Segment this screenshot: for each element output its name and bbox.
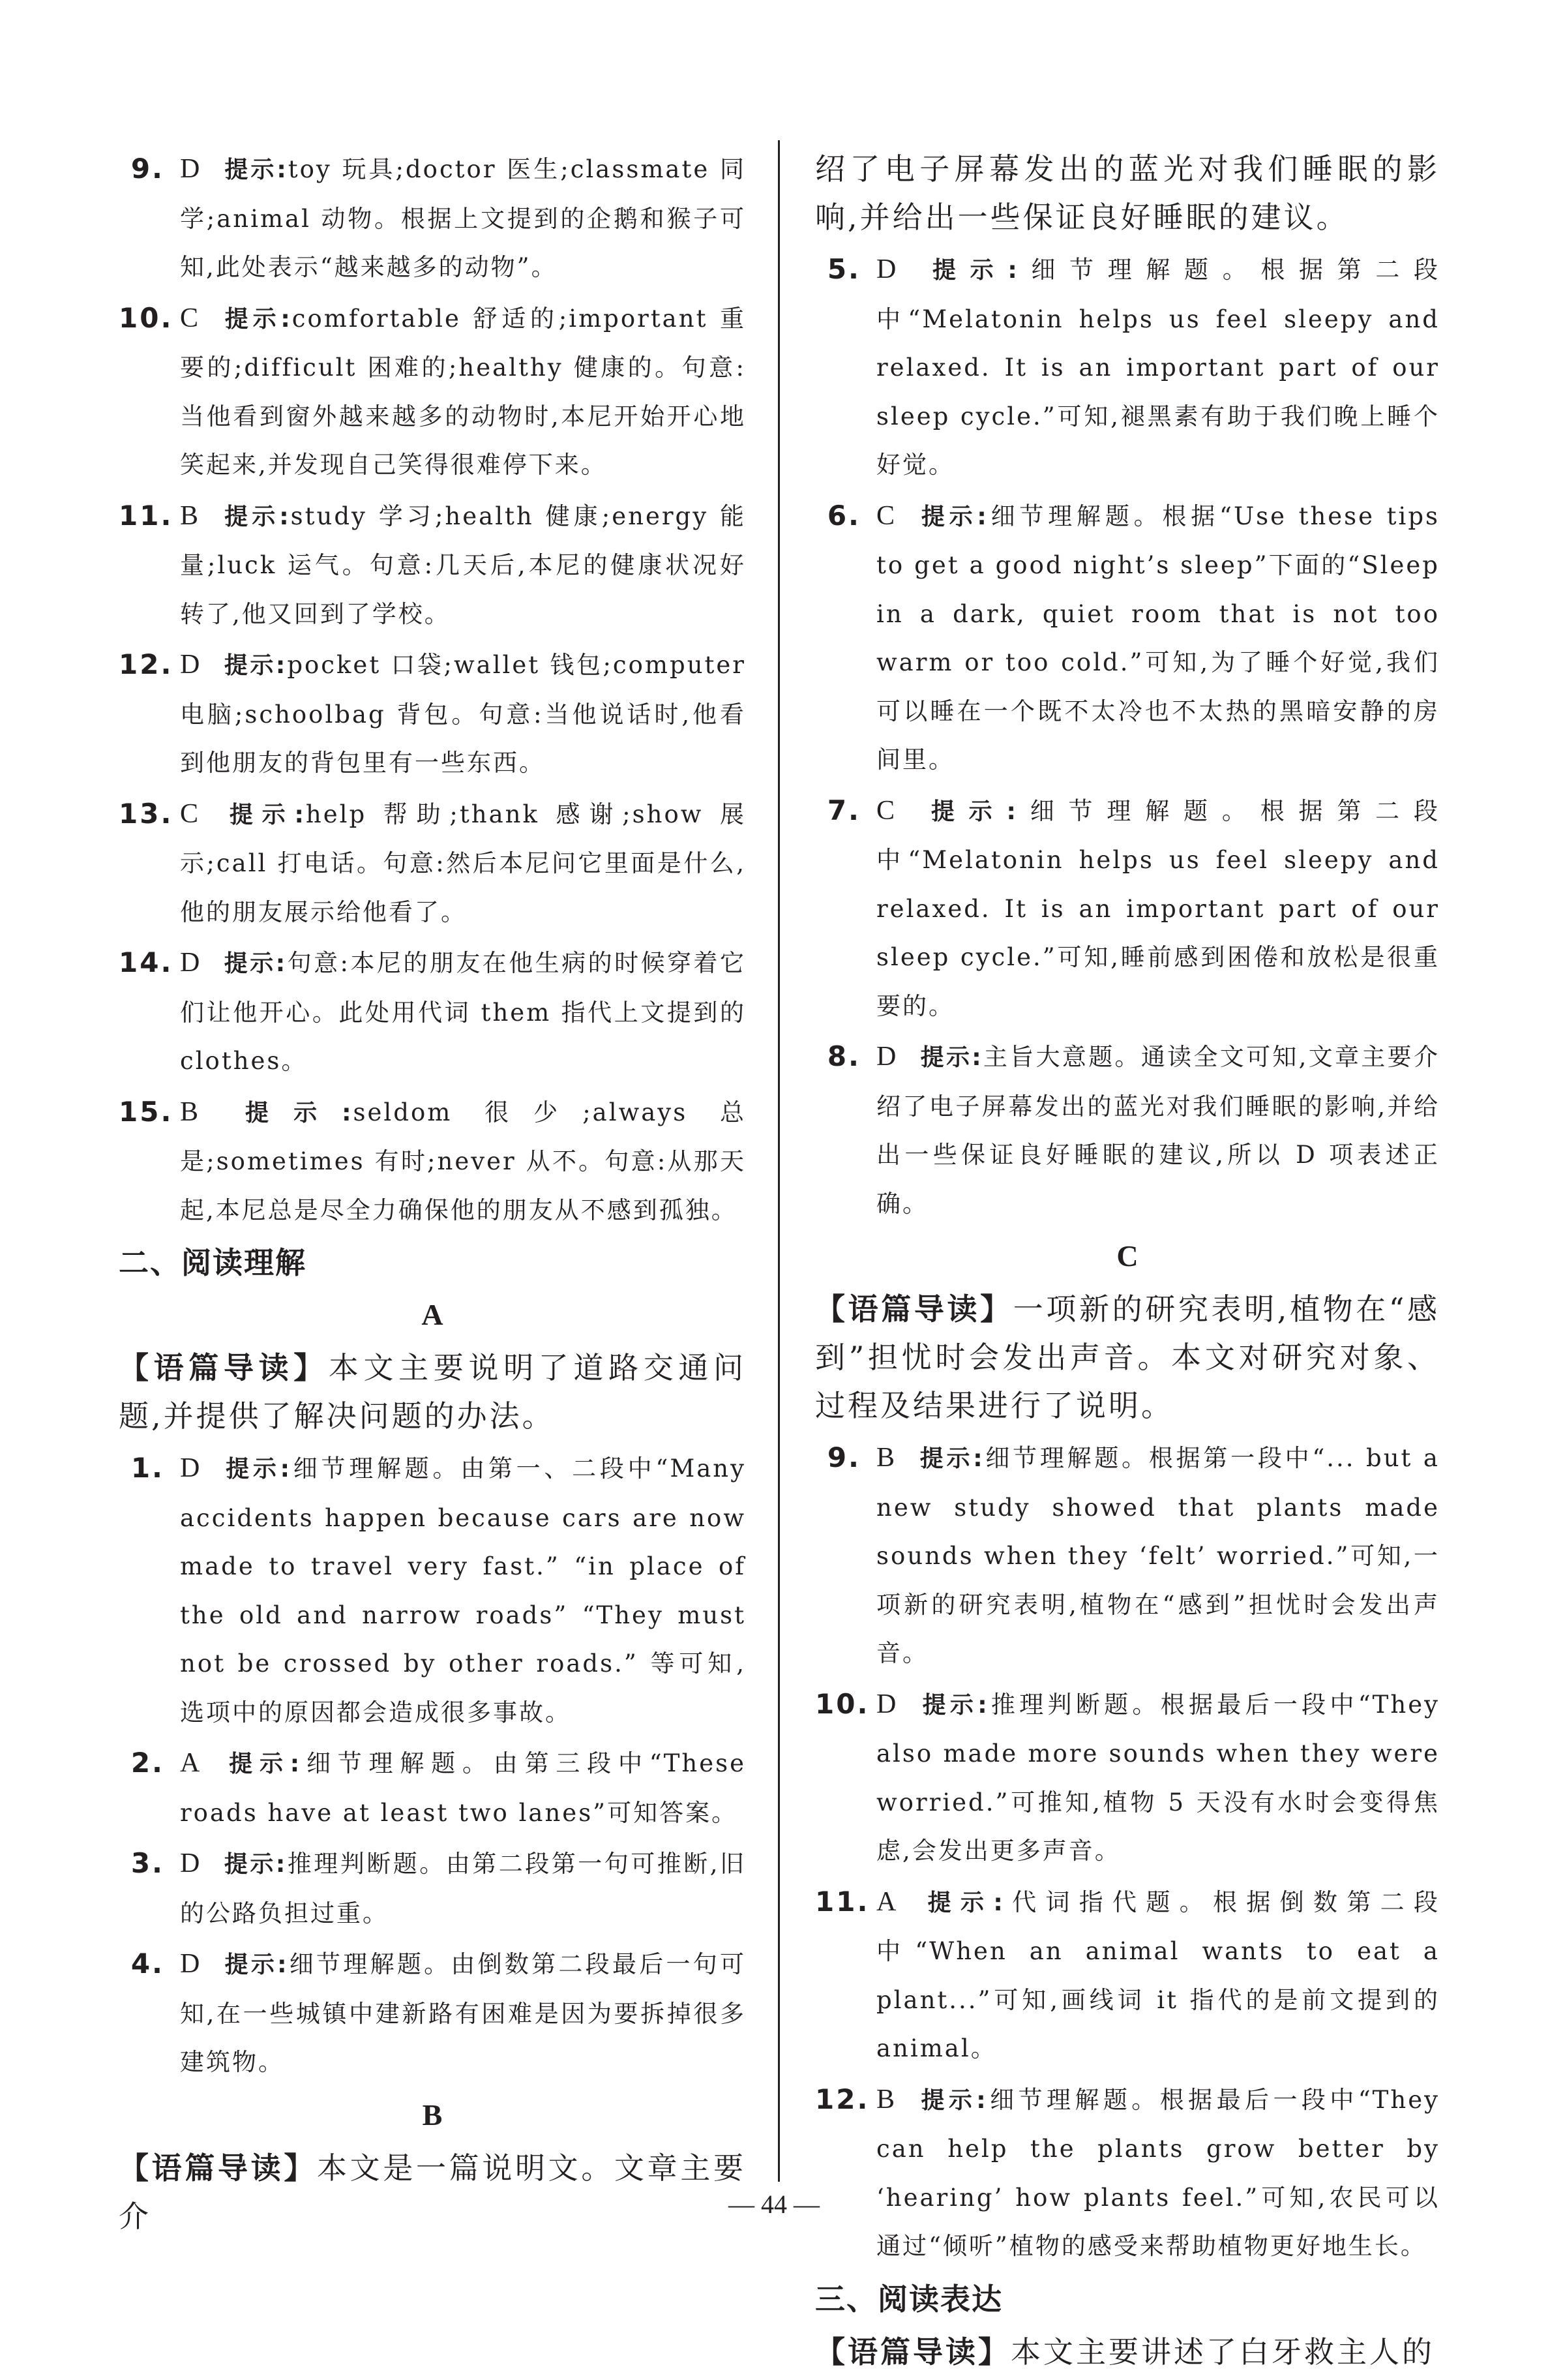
answer-item — [119, 1739, 746, 1837]
hint-label: 提示: — [224, 1951, 289, 1978]
answer-letter: D — [876, 254, 899, 284]
hint-label: 提示: — [222, 801, 306, 828]
right-column — [815, 145, 1440, 2380]
question-number: 11. — [815, 1885, 870, 1918]
answer-item — [119, 790, 746, 937]
question-number: 3. — [130, 1847, 164, 1879]
passage-label: A — [421, 1298, 443, 1331]
hint-label: 提示: — [919, 1445, 985, 1472]
answer-item — [119, 492, 746, 639]
hint-text: comfortable 舒适的;important 重要的;difficult 困难的;healthy 健康的。句意:当他看到窗外越来越多的动物时,本尼开始开心地笑起来,并发现自己笑得很难停下来。 — [180, 304, 746, 479]
reading-guide — [815, 1285, 1440, 1430]
hint-text: 细节理解题。根据“Use these tips to get a good night’s sleep”下面的“Sleep in a dark, quiet room that is not too warm or too cold.”可知,为了睡个好觉,我们可以睡在一个既不太冷也不太热的黑暗安静的房间里。 — [876, 502, 1440, 774]
answer-item — [815, 245, 1440, 490]
question-number: 10. — [815, 1687, 870, 1720]
guide-text: 一项新的研究表明,植物在“感到”担忧时会发出声音。本文对研究对象、过程及结果进行了说明。 — [815, 1291, 1440, 1423]
answer-item — [815, 787, 1440, 1031]
hint-text: 代词指代题。根据倒数第二段中“When an animal wants to eat a plant...”可知,画线词 it 指代的是前文提到的 animal。 — [876, 1888, 1440, 2062]
answer-letter: A — [180, 1748, 202, 1778]
hint-label: 提示: — [222, 503, 291, 530]
answer-letter: D — [180, 650, 202, 680]
hint-label: 提示: — [920, 1691, 989, 1719]
hint-text: seldom 很少;always 总是;sometimes 有时;never 从不。句意:从那天起,本尼总是尽全力确保他的朋友从不感到孤独。 — [180, 1098, 746, 1224]
answer-item — [119, 939, 746, 1086]
answer-letter: C — [180, 798, 201, 829]
answer-item — [815, 2075, 1440, 2271]
guide-text: 本文主要讲述了白牙救主人的 — [1011, 2334, 1435, 2370]
hint-label: 提示: — [919, 503, 989, 530]
question-number: 4. — [130, 1948, 164, 1980]
answer-item — [815, 1434, 1440, 1678]
answer-letter: C — [876, 795, 897, 826]
passage-label: B — [422, 2098, 443, 2131]
answer-letter: B — [180, 1096, 201, 1127]
question-number: 14. — [119, 946, 173, 978]
hint-text: 推理判断题。由第二段第一句可推断,旧的公路负担过重。 — [180, 1850, 746, 1927]
hint-text: study 学习;health 健康;energy 能量;luck 运气。句意:几天后,本尼的健康状况好转了,他又回到了学校。 — [180, 502, 746, 628]
hint-label: 提示: — [224, 652, 288, 679]
answer-letter: D — [180, 948, 202, 978]
answer-item — [815, 1878, 1440, 2073]
question-number: 12. — [119, 648, 173, 680]
answer-letter: D — [876, 1689, 899, 1719]
question-number: 2. — [130, 1747, 164, 1779]
answer-item — [119, 1444, 746, 1737]
question-number: 9. — [827, 1441, 861, 1473]
continued-text: 绍了电子屏幕发出的蓝光对我们睡眠的影响,并给出一些保证良好睡眠的建议。 — [815, 151, 1440, 235]
hint-text: pocket 口袋;wallet 钱包;computer 电脑;schoolbag 背包。句意:当他说话时,他看到他朋友的背包里有一些东西。 — [180, 651, 746, 777]
hint-text: 细节理解题。根据第二段中“Melatonin helps us feel sleepy and relaxed. It is an important part of our sleep cycle.”可知,褪黑素有助于我们晚上睡个好觉。 — [876, 256, 1440, 479]
hint-label: 提示: — [224, 950, 288, 977]
reading-guide — [119, 1344, 746, 1440]
hint-text: 细节理解题。根据第二段中“Melatonin helps us feel sleepy and relaxed. It is an important part of our sleep cycle.”可知,睡前感到困倦和放松是很重要的。 — [876, 796, 1440, 1020]
question-number: 13. — [119, 797, 173, 830]
hint-label: 提示: — [919, 2086, 988, 2114]
answer-letter: B — [876, 2084, 897, 2115]
question-number: 12. — [815, 2083, 870, 2115]
hint-text: 主旨大意题。通读全文可知,文章主要介绍了电子屏幕发出的蓝光对我们睡眠的影响,并给出一些保证良好睡眠的建议,所以 D 项表述正确。 — [876, 1043, 1440, 1218]
passage-label: C — [1116, 1239, 1139, 1273]
hint-label: 提示: — [222, 305, 292, 333]
hint-label: 提示: — [920, 257, 1019, 284]
question-number: 5. — [827, 253, 861, 285]
question-number: 8. — [827, 1040, 861, 1072]
question-number: 7. — [827, 794, 861, 826]
answer-letter: D — [876, 1042, 899, 1072]
hint-label: 提示: — [224, 1751, 302, 1777]
hint-text: 细节理解题。根据第一段中“... but a new study showed that plants made sounds when they ‘felt’ worried.”可知,一项新的研究表明,植物在“感到”担忧时会发出声音。 — [876, 1444, 1440, 1667]
answer-item — [119, 640, 746, 788]
answer-letter: B — [180, 500, 201, 531]
answer-item — [119, 145, 746, 292]
hint-label: 提示: — [224, 157, 288, 183]
answer-letter: C — [180, 303, 201, 333]
hint-label: 提示: — [920, 1889, 1005, 1916]
guide-tag: 【语篇导读】 — [815, 2334, 1011, 2370]
question-number: 10. — [119, 301, 173, 334]
question-number: 9. — [130, 153, 164, 185]
answer-item — [119, 1839, 746, 1938]
question-number: 15. — [119, 1095, 173, 1128]
answer-letter: A — [876, 1886, 899, 1917]
guide-tag: 【语篇导读】 — [815, 1291, 1013, 1327]
hint-label: 提示: — [222, 1099, 353, 1126]
hint-label: 提示: — [920, 1044, 983, 1071]
guide-text: 本文主要说明了道路交通问题,并提供了解决问题的办法。 — [119, 1350, 747, 1434]
left-column — [119, 145, 746, 2244]
hint-text: 推理判断题。根据最后一段中“They also made more sounds when they were worried.”可推知,植物 5 天没有水时会变得焦虑,会发出更多声音。 — [876, 1690, 1440, 1865]
guide-tag: 【语篇导读】 — [119, 1350, 329, 1385]
section-heading: 二、阅读理解 — [119, 1245, 306, 1280]
answer-item — [815, 1032, 1440, 1228]
hint-text: toy 玩具;doctor 医生;classmate 同学;animal 动物。根据上文提到的企鹅和猴子可知,此处表示“越来越多的动物”。 — [180, 155, 746, 281]
hint-label: 提示: — [224, 1456, 291, 1483]
guide-tag: 【语篇导读】 — [119, 2150, 317, 2186]
hint-label: 提示: — [919, 798, 1018, 825]
hint-text: 细节理解题。由第一、二段中“Many accidents happen because cars are now made to travel very fast.” “in place of the old and narrow roads” “They must not be crossed by other roads.” 等可知,选项中的原因都会造成很多事故。 — [180, 1454, 746, 1726]
hint-label: 提示: — [224, 1851, 288, 1878]
section-heading: 三、阅读表达 — [815, 2281, 1003, 2317]
question-number: 6. — [827, 499, 861, 532]
answer-letter: D — [180, 1453, 202, 1483]
answer-letter: B — [876, 1443, 897, 1473]
answer-item — [119, 294, 746, 490]
answer-letter: C — [876, 500, 897, 531]
guide-text: 本文是一篇说明文。文章主要介 — [119, 2150, 747, 2234]
answer-item — [815, 492, 1440, 785]
column-divider — [778, 140, 780, 2182]
hint-text: 细节理解题。根据最后一段中“They can help the plants grow better by ‘hearing’ how plants feel.”可知,农民可以通过“倾听”植物的感受来帮助植物更好地生长。 — [876, 2085, 1440, 2260]
hint-text: 细节理解题。由倒数第二段最后一句可知,在一些城镇中建新路有困难是因为要拆掉很多建筑物。 — [180, 1950, 746, 2076]
reading-guide — [815, 2328, 1440, 2376]
page-number: — 44 — — [728, 2190, 820, 2219]
question-number: 1. — [130, 1452, 164, 1484]
answer-item — [815, 1680, 1440, 1876]
question-number: 11. — [119, 499, 173, 532]
hint-text: 细节理解题。由第三段中“These roads have at least two lanes”可知答案。 — [180, 1749, 746, 1827]
answer-letter: D — [180, 1848, 202, 1878]
answer-item — [119, 1940, 746, 2087]
answer-letter: D — [180, 154, 202, 184]
answer-letter: D — [180, 1949, 202, 1979]
hint-text: help 帮助;thank 感谢;show 展示;call 打电话。句意:然后本尼问它里面是什么,他的朋友展示给他看了。 — [180, 800, 746, 926]
answer-item — [119, 1088, 746, 1235]
hint-text: 句意:本尼的朋友在他生病的时候穿着它们让他开心。此处用代词 them 指代上文提到的 clothes。 — [180, 949, 746, 1075]
